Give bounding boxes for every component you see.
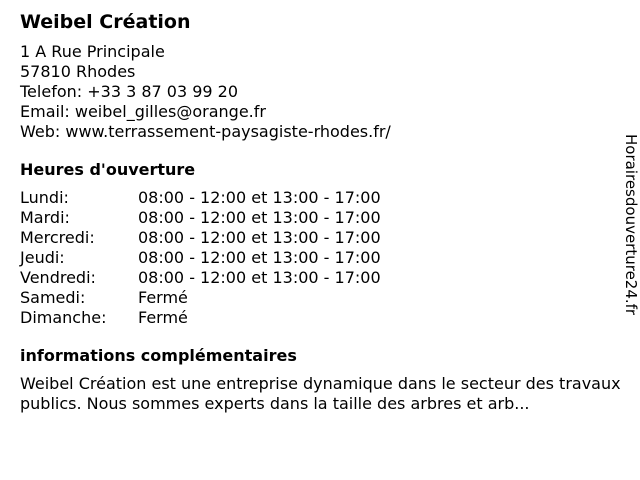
hours-day: Jeudi: — [20, 248, 65, 267]
hours-day: Mercredi: — [20, 228, 95, 247]
hours-row-monday — [20, 188, 620, 208]
hours-row-wednesday — [20, 228, 620, 248]
hours-row-saturday — [20, 288, 620, 308]
hours-row-thursday — [20, 248, 620, 268]
watermark — [622, 134, 640, 340]
address-street: 1 A Rue Principale — [20, 42, 165, 61]
info-title: informations complémentaires — [20, 346, 297, 365]
hours-row-tuesday — [20, 208, 620, 228]
email-line: Email: weibel_gilles@orange.fr — [20, 102, 266, 121]
phone-line: Telefon: +33 3 87 03 99 20 — [20, 82, 239, 101]
hours-title: Heures d'ouverture — [20, 160, 196, 179]
hours-day: Dimanche: — [20, 308, 107, 327]
hours-time: 08:00 - 12:00 et 13:00 - 17:00 — [138, 268, 381, 287]
business-name: Weibel Création — [20, 11, 191, 33]
hours-day: Vendredi: — [20, 268, 96, 287]
hours-row-friday — [20, 268, 620, 288]
info-description: Weibel Création est une entreprise dynamique dans le secteur des travaux publics. Nous sommes experts dans la taille des arbres et arb... — [20, 374, 621, 413]
hours-day: Samedi: — [20, 288, 86, 307]
business-card — [20, 0, 620, 414]
hours-time: 08:00 - 12:00 et 13:00 - 17:00 — [138, 228, 381, 247]
hours-time: 08:00 - 12:00 et 13:00 - 17:00 — [138, 188, 381, 207]
hours-day: Mardi: — [20, 208, 70, 227]
hours-day: Lundi: — [20, 188, 69, 207]
hours-time: 08:00 - 12:00 et 13:00 - 17:00 — [138, 248, 381, 267]
website-line: Web: www.terrassement-paysagiste-rhodes.fr/ — [20, 122, 391, 141]
watermark-text: Horairesdouverture24.fr — [622, 134, 640, 316]
hours-time: 08:00 - 12:00 et 13:00 - 17:00 — [138, 208, 381, 227]
hours-time: Fermé — [138, 288, 188, 307]
hours-row-sunday — [20, 308, 620, 328]
hours-table — [20, 188, 620, 328]
hours-time: Fermé — [138, 308, 188, 327]
address-city: 57810 Rhodes — [20, 62, 136, 81]
